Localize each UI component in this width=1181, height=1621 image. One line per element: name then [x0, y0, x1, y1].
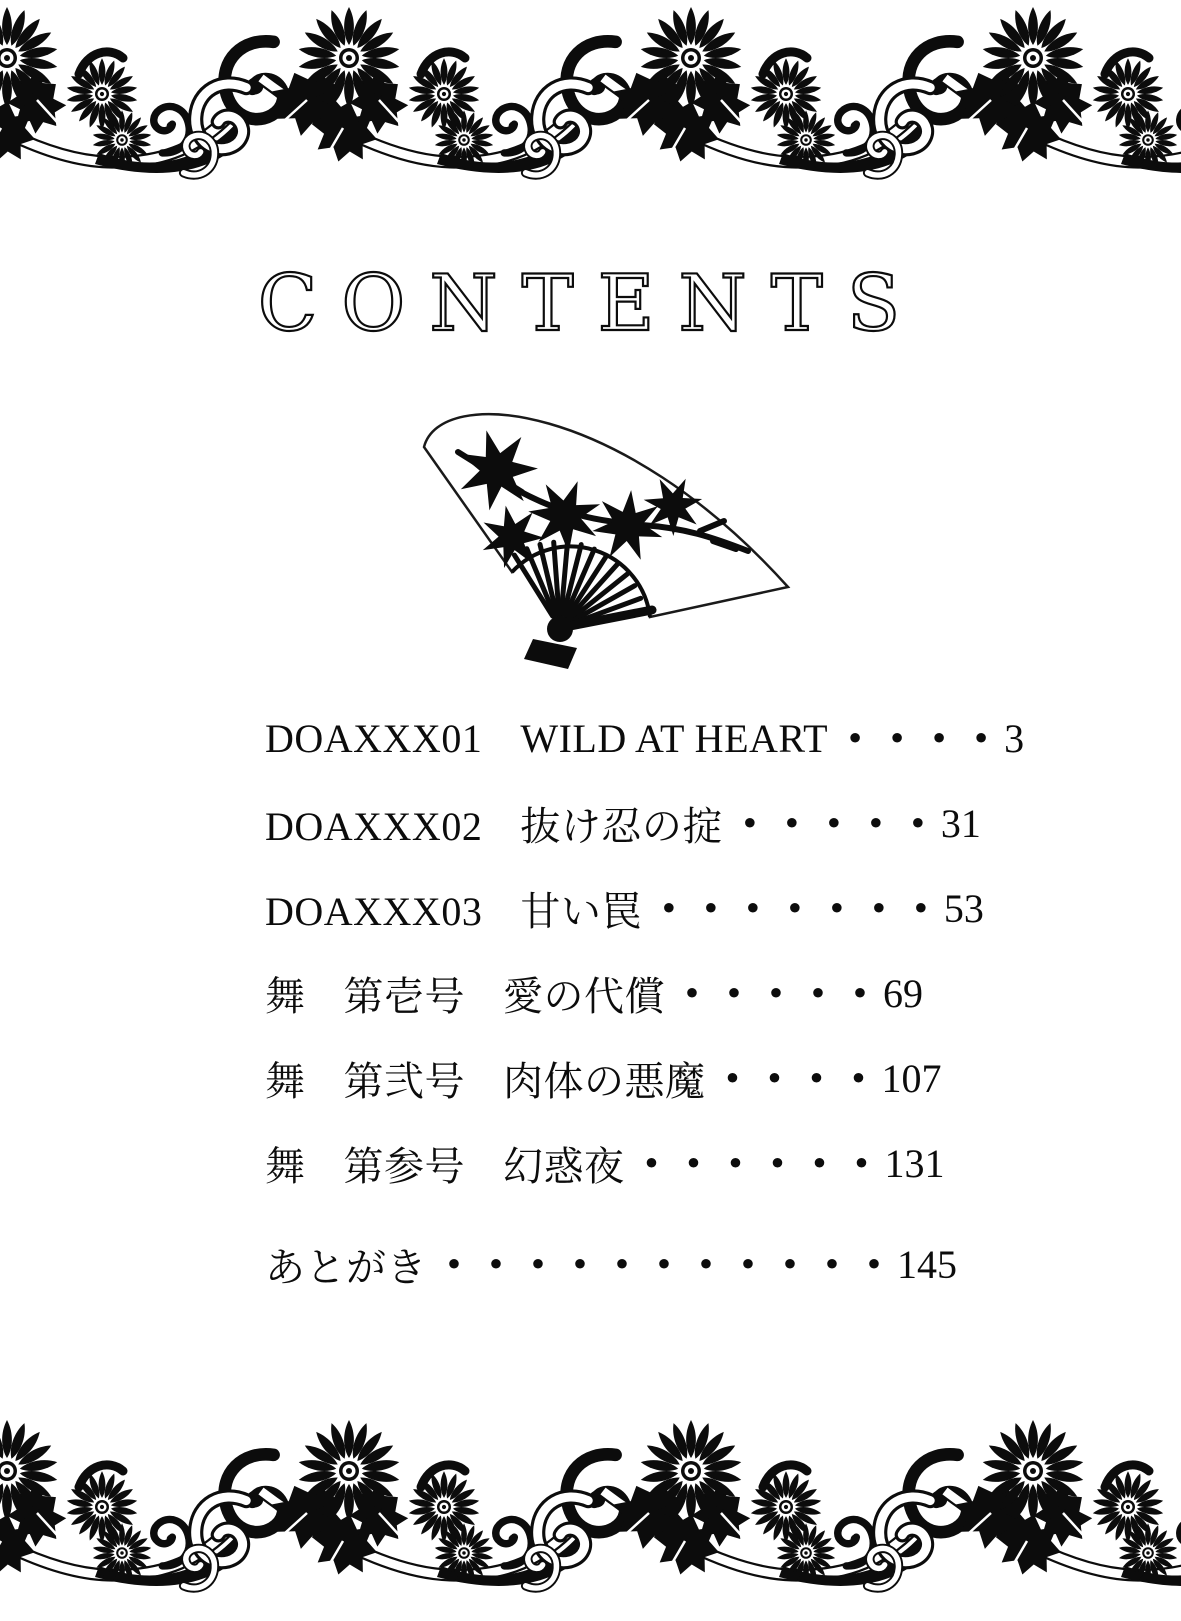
- leader-dot-icon: •: [570, 1245, 590, 1284]
- toc-entry-title-part: 第参号: [343, 1144, 465, 1189]
- toc-leader-dots: [712, 1055, 880, 1102]
- leader-dot-icon: •: [659, 889, 679, 928]
- leader-dot-icon: •: [682, 974, 702, 1013]
- leader-dot-icon: •: [641, 1144, 662, 1183]
- leader-dot-icon: •: [701, 889, 721, 928]
- leader-dot-icon: •: [740, 804, 760, 843]
- toc-entry: [265, 781, 1125, 866]
- leader-dot-icon: •: [848, 1059, 869, 1098]
- leader-dot-icon: •: [724, 974, 744, 1013]
- leader-dot-icon: •: [806, 1059, 827, 1098]
- toc-leader-dots: [433, 1241, 895, 1288]
- leader-dot-icon: •: [683, 1144, 704, 1183]
- leader-dot-icon: •: [869, 889, 889, 928]
- toc-entry-title: [265, 1236, 427, 1293]
- toc-entry-title-part: DOAXXX02: [265, 804, 483, 849]
- toc-page-number: 3: [1004, 716, 1025, 761]
- leader-dot-icon: •: [528, 1245, 548, 1284]
- toc-entry-title-part: 第壱号: [343, 974, 465, 1019]
- fan-illustration: [330, 395, 800, 680]
- toc-leader-dots: [729, 800, 939, 847]
- page-title: [0, 256, 1181, 357]
- toc-page-number: 31: [940, 801, 981, 846]
- leader-dot-icon: •: [827, 889, 847, 928]
- toc-entry-title: [265, 965, 665, 1022]
- toc-page-number: 107: [881, 1056, 942, 1101]
- toc-page-number: 53: [943, 886, 984, 931]
- leader-dot-icon: •: [444, 1245, 464, 1284]
- leader-dot-icon: •: [743, 889, 763, 928]
- fan-paper: [424, 414, 788, 617]
- leader-dot-icon: •: [722, 1059, 743, 1098]
- leader-dot-icon: •: [782, 804, 802, 843]
- leader-dot-icon: •: [845, 719, 865, 758]
- fan-pivot: [547, 616, 573, 642]
- toc-leader-dots: [648, 885, 942, 932]
- leader-dot-icon: •: [887, 719, 907, 758]
- toc-entry-title-part: DOAXXX01: [265, 716, 483, 761]
- leader-dot-icon: •: [866, 804, 886, 843]
- toc-entry-title-part: 第弐号: [343, 1059, 465, 1104]
- page-title-text: [211, 256, 971, 352]
- toc-entry-title-part: 舞: [265, 1144, 306, 1189]
- leader-dot-icon: •: [486, 1245, 506, 1284]
- leader-dot-icon: •: [696, 1245, 716, 1284]
- toc-entry-title-part: 抜け忍の掟: [520, 804, 723, 849]
- toc-page-number: 131: [884, 1141, 945, 1186]
- leader-dot-icon: •: [764, 1059, 785, 1098]
- toc-list: [265, 696, 1125, 1307]
- leader-dot-icon: •: [654, 1245, 674, 1284]
- toc-entry-title-part: 愛の代償: [503, 974, 665, 1019]
- leader-dot-icon: •: [911, 889, 931, 928]
- toc-entry-title-part: WILD AT HEART: [520, 716, 829, 761]
- toc-entry-title: [265, 1050, 706, 1107]
- leader-dot-icon: •: [785, 889, 805, 928]
- leader-dot-icon: •: [738, 1245, 758, 1284]
- leader-dot-icon: •: [766, 974, 786, 1013]
- toc-entry-title: [265, 1135, 625, 1192]
- toc-entry-title: [265, 880, 642, 937]
- fan-handle: [524, 639, 577, 669]
- contents-heading: CONTENTS: [257, 259, 924, 349]
- toc-leader-dots: [631, 1140, 883, 1187]
- folding-fan-icon: [330, 395, 800, 675]
- floral-border-top: [0, 0, 1181, 185]
- toc-entry: [265, 951, 1125, 1036]
- toc-entry-title: [265, 795, 723, 852]
- leader-dot-icon: •: [971, 719, 991, 758]
- toc-entry: [265, 866, 1125, 951]
- leader-dot-icon: •: [824, 804, 844, 843]
- leader-dot-icon: •: [612, 1245, 632, 1284]
- floral-border-bottom: [0, 1413, 1181, 1598]
- toc-entry-title-part: DOAXXX03: [265, 889, 483, 934]
- toc-page-number: 69: [883, 971, 923, 1016]
- leader-dot-icon: •: [780, 1245, 800, 1284]
- leader-dot-icon: •: [850, 974, 870, 1013]
- toc-entry-title-part: 舞: [265, 1059, 306, 1104]
- toc-entry: [265, 1222, 1125, 1307]
- toc-leader-dots: [671, 970, 881, 1017]
- leader-dot-icon: •: [809, 1144, 830, 1183]
- leader-dot-icon: •: [864, 1245, 884, 1284]
- toc-entry-title: [265, 715, 828, 762]
- leader-dot-icon: •: [908, 804, 928, 843]
- toc-entry-title-part: 舞: [265, 974, 306, 1019]
- leader-dot-icon: •: [929, 719, 949, 758]
- leader-dot-icon: •: [808, 974, 828, 1013]
- leader-dot-icon: •: [822, 1245, 842, 1284]
- toc-entry: [265, 1036, 1125, 1121]
- toc-entry-title-part: 幻惑夜: [503, 1144, 625, 1189]
- leader-dot-icon: •: [725, 1144, 746, 1183]
- toc-page-number: 145: [897, 1242, 957, 1287]
- toc-entry: [265, 1121, 1125, 1206]
- toc-entry: [265, 696, 1125, 781]
- leader-dot-icon: •: [851, 1144, 872, 1183]
- leader-dot-icon: •: [767, 1144, 788, 1183]
- toc-entry-title-part: 肉体の悪魔: [503, 1059, 706, 1104]
- toc-entry-title-part: あとがき: [265, 1245, 427, 1290]
- toc-leader-dots: [834, 715, 1002, 762]
- toc-entry-title-part: 甘い罠: [520, 889, 642, 934]
